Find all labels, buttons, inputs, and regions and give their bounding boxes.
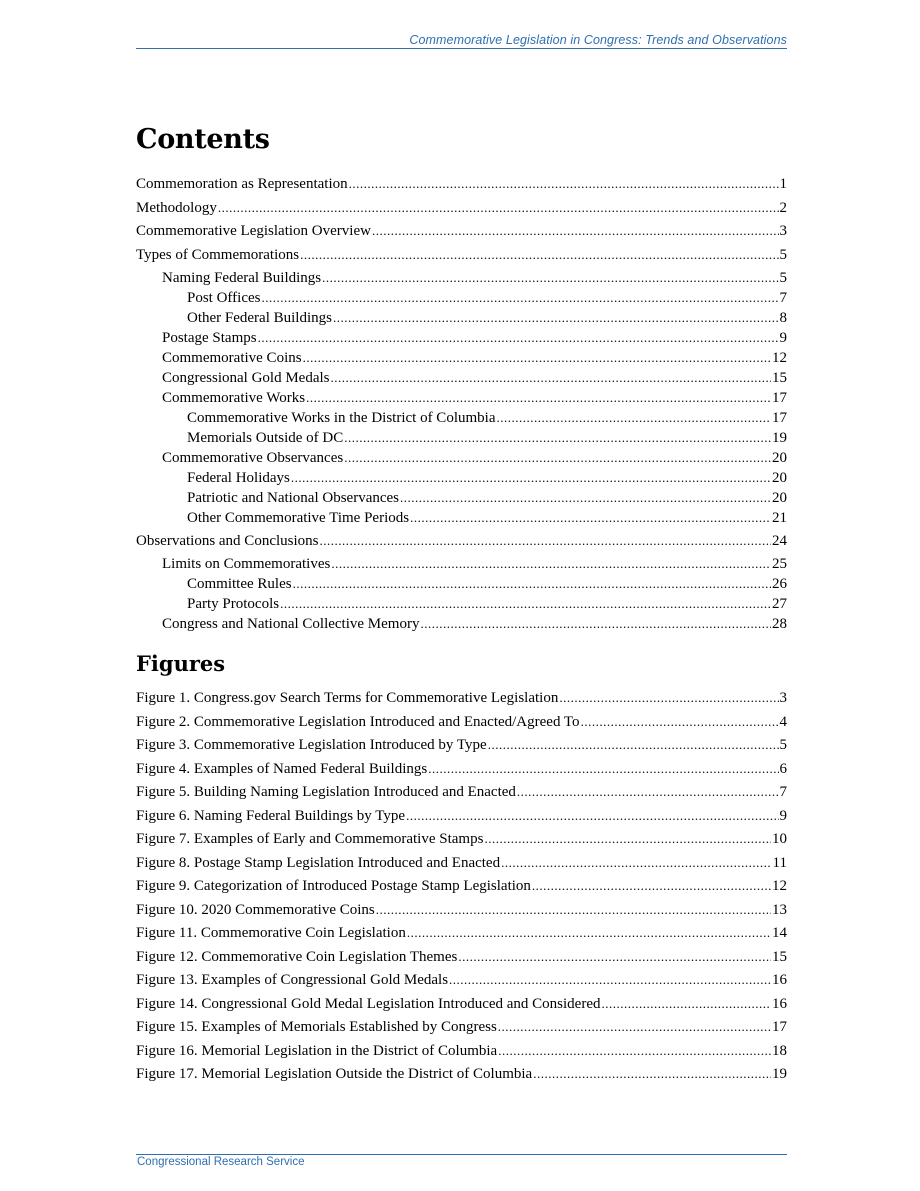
figure-entry[interactable]: Figure 9. Categorization of Introduced Postage Stamp Legislation ..... 12 (136, 876, 787, 896)
toc-entry[interactable]: Types of Commemorations ..... 5 (136, 245, 787, 265)
toc-entry[interactable]: Observations and Conclusions ..... 24 (136, 531, 787, 551)
figure-entry[interactable]: Figure 8. Postage Stamp Legislation Introduced and Enacted ..... 11 (136, 853, 787, 873)
toc-entry[interactable]: Naming Federal Buildings ..... 5 (136, 268, 787, 288)
figure-entry[interactable]: Figure 12. Commemorative Coin Legislation Themes ..... 15 (136, 947, 787, 967)
footer-divider (136, 1154, 787, 1155)
footer-organization: Congressional Research Service (137, 1156, 305, 1168)
figure-entry[interactable]: Figure 4. Examples of Named Federal Buildings ..... 6 (136, 759, 787, 779)
toc-entry[interactable]: Limits on Commemoratives ..... 25 (136, 554, 787, 574)
toc-entry[interactable]: Congressional Gold Medals ..... 15 (136, 368, 787, 388)
toc-entry[interactable]: Memorials Outside of DC ..... 19 (136, 428, 787, 448)
toc-entry[interactable]: Patriotic and National Observances ..... 20 (136, 488, 787, 508)
running-header: Commemorative Legislation in Congress: Trends and Observations (136, 33, 787, 49)
figure-entry[interactable]: Figure 14. Congressional Gold Medal Legislation Introduced and Considered ..... 16 (136, 994, 787, 1014)
toc-entry[interactable]: Commemoration as Representation ..... 1 (136, 174, 787, 194)
figure-entry[interactable]: Figure 5. Building Naming Legislation Introduced and Enacted ..... 7 (136, 782, 787, 802)
toc-entry[interactable]: Other Federal Buildings ..... 8 (136, 308, 787, 328)
toc-entry[interactable]: Committee Rules ..... 26 (136, 574, 787, 594)
toc-entry[interactable]: Commemorative Legislation Overview ..... 3 (136, 221, 787, 241)
figure-entry[interactable]: Figure 10. 2020 Commemorative Coins ..... 13 (136, 900, 787, 920)
toc-entry[interactable]: Postage Stamps ..... 9 (136, 328, 787, 348)
contents-heading: Contents (136, 124, 270, 155)
figure-entry[interactable]: Figure 13. Examples of Congressional Gold Medals ..... 16 (136, 970, 787, 990)
toc-entry[interactable]: Federal Holidays ..... 20 (136, 468, 787, 488)
list-of-figures (136, 688, 787, 1084)
toc-entry[interactable]: Post Offices ..... 7 (136, 288, 787, 308)
toc-entry[interactable]: Party Protocols ..... 27 (136, 594, 787, 614)
toc-entry[interactable]: Commemorative Coins ..... 12 (136, 348, 787, 368)
figures-heading: Figures (136, 651, 226, 676)
figure-entry[interactable]: Figure 6. Naming Federal Buildings by Type ..... 9 (136, 806, 787, 826)
toc-entry[interactable]: Commemorative Observances ..... 20 (136, 448, 787, 468)
figure-entry[interactable]: Figure 2. Commemorative Legislation Introduced and Enacted/Agreed To ..... 4 (136, 712, 787, 732)
figure-entry[interactable]: Figure 16. Memorial Legislation in the District of Columbia ..... 18 (136, 1041, 787, 1061)
toc-entry[interactable]: Congress and National Collective Memory ..... 28 (136, 614, 787, 634)
toc-entry[interactable]: Commemorative Works ..... 17 (136, 388, 787, 408)
figure-entry[interactable]: Figure 17. Memorial Legislation Outside the District of Columbia ..... 19 (136, 1064, 787, 1084)
figure-entry[interactable]: Figure 11. Commemorative Coin Legislation ..... 14 (136, 923, 787, 943)
toc-entry[interactable]: Commemorative Works in the District of Columbia ..... 17 (136, 408, 787, 428)
toc-entry[interactable]: Other Commemorative Time Periods ..... 21 (136, 508, 787, 528)
table-of-contents (136, 174, 787, 634)
figure-entry[interactable]: Figure 7. Examples of Early and Commemorative Stamps ..... 10 (136, 829, 787, 849)
figure-entry[interactable]: Figure 1. Congress.gov Search Terms for Commemorative Legislation ..... 3 (136, 688, 787, 708)
figure-entry[interactable]: Figure 15. Examples of Memorials Established by Congress ..... 17 (136, 1017, 787, 1037)
figure-entry[interactable]: Figure 3. Commemorative Legislation Introduced by Type ..... 5 (136, 735, 787, 755)
toc-entry[interactable]: Methodology ..... 2 (136, 198, 787, 218)
